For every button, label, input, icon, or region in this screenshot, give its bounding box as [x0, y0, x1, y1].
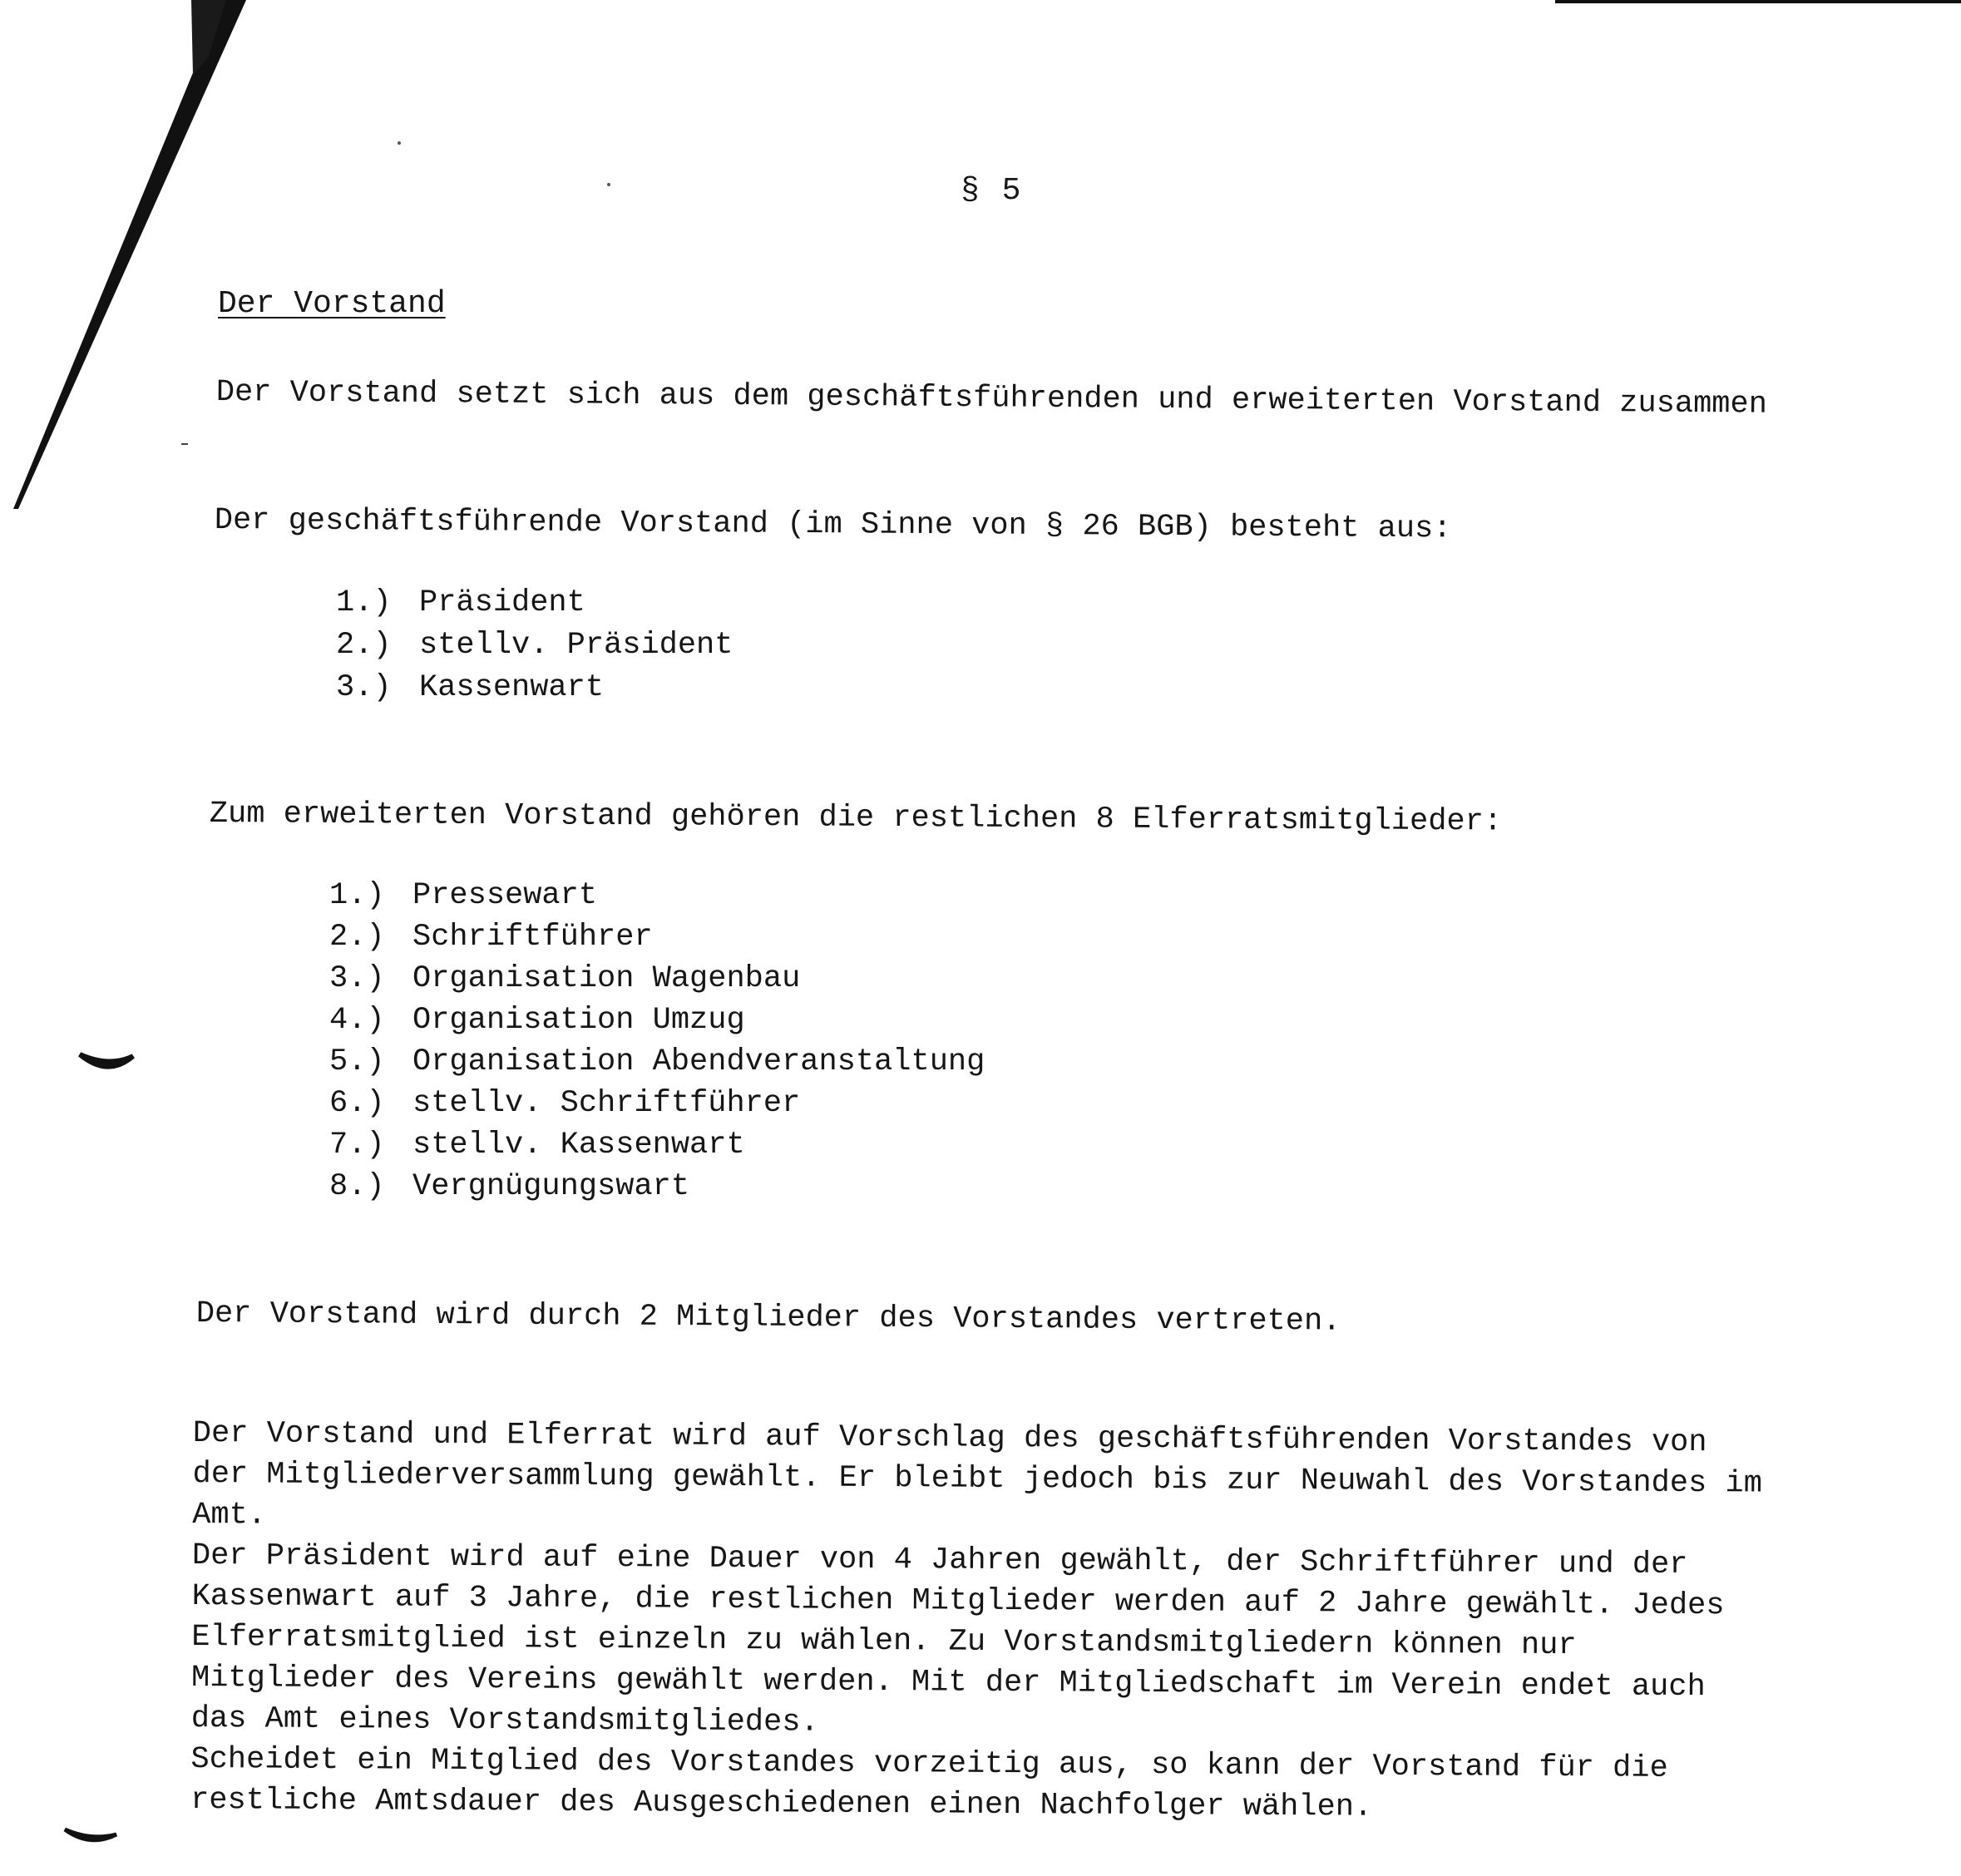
list-item-label: Schriftführer [412, 920, 653, 955]
list-item-label: Vergnügungswart [412, 1169, 690, 1204]
text-line: Mitglieder des Vereins gewählt werden. Mit der Mitgliedschaft im Verein endet auch [190, 1660, 1706, 1706]
section-heading: Der Vorstand [218, 286, 446, 322]
list-item-label: stellv. Präsident [419, 628, 734, 663]
list-item-label: Präsident [419, 585, 585, 620]
list-item-number: 2.) [329, 920, 385, 955]
list-item-number: 7.) [329, 1128, 385, 1163]
list-item [336, 667, 733, 709]
list-item [329, 875, 985, 916]
text-line: der Mitgliederversammlung gewählt. Er bleibt jedoch bis zur Neuwahl des Vorstandes im [192, 1456, 1762, 1502]
list-item-number: 3.) [336, 670, 392, 705]
election-paragraph [190, 1414, 1961, 1832]
list-item [329, 1166, 985, 1207]
punch-hole-mark [80, 1054, 133, 1067]
extended-board-intro: Zum erweiterten Vorstand gehören die restlichen 8 Elferratsmitglieder: [209, 796, 1503, 840]
list-item [329, 1124, 985, 1166]
list-item-label: Pressewart [412, 878, 598, 913]
list-item-number: 5.) [329, 1044, 385, 1079]
list-item-label: stellv. Schriftführer [412, 1086, 801, 1121]
text-line: das Amt eines Vorstandsmitgliedes. [190, 1701, 819, 1740]
text-line: Der Präsident wird auf eine Dauer von 4 Jahren gewählt, der Schriftführer und der [191, 1538, 1688, 1582]
text-line: Amt. [192, 1497, 267, 1533]
executive-board-list [336, 582, 733, 709]
text-line: Scheidet ein Mitglied des Vorstandes vorzeitig aus, so kann der Vorstand für die [190, 1741, 1668, 1786]
list-item [329, 958, 985, 1000]
executive-board-intro: Der geschäftsführende Vorstand (im Sinne von § 26 BGB) besteht aus: [214, 502, 1452, 547]
section-number: § 5 [961, 173, 1023, 209]
list-item [336, 625, 733, 667]
list-item-number: 2.) [336, 628, 392, 663]
list-item-number: 1.) [336, 585, 392, 620]
text-line: Elferratsmitglied ist einzeln zu wählen. Zu Vorstandsmitgliedern können nur [191, 1619, 1577, 1664]
text-line: restliche Amtsdauer des Ausgeschiedenen einen Nachfolger wählen. [190, 1782, 1373, 1825]
punch-hole-mark [65, 1829, 116, 1840]
list-item-number: 8.) [329, 1169, 385, 1204]
extended-board-list [329, 875, 985, 1207]
page-edge-shadow [13, 0, 246, 509]
list-item-label: Organisation Abendveranstaltung [412, 1044, 985, 1079]
list-item-number: 1.) [329, 878, 385, 913]
list-item-number: 4.) [329, 1003, 385, 1038]
list-item-number: 6.) [329, 1086, 385, 1121]
list-item-label: stellv. Kassenwart [412, 1128, 745, 1163]
list-item-label: Kassenwart [419, 670, 605, 705]
list-item [329, 916, 985, 958]
list-item-label: Organisation Umzug [412, 1003, 745, 1038]
text-line: Der Vorstand und Elferrat wird auf Vorschlag des geschäftsführenden Vorstandes von [192, 1416, 1707, 1461]
list-item-number: 3.) [329, 961, 385, 996]
representation-paragraph: Der Vorstand wird durch 2 Mitglieder des Vorstandes vertreten. [195, 1296, 1341, 1340]
list-item [329, 1000, 985, 1041]
list-item-label: Organisation Wagenbau [412, 961, 801, 996]
list-item [329, 1083, 985, 1124]
board-composition-paragraph: Der Vorstand setzt sich aus dem geschäftsführenden und erweiterten Vorstand zusammen [215, 374, 1768, 422]
list-item [329, 1041, 985, 1083]
text-line: Kassenwart auf 3 Jahre, die restlichen Mitglieder werden auf 2 Jahre gewählt. Jedes [191, 1578, 1725, 1624]
list-item [336, 582, 733, 625]
